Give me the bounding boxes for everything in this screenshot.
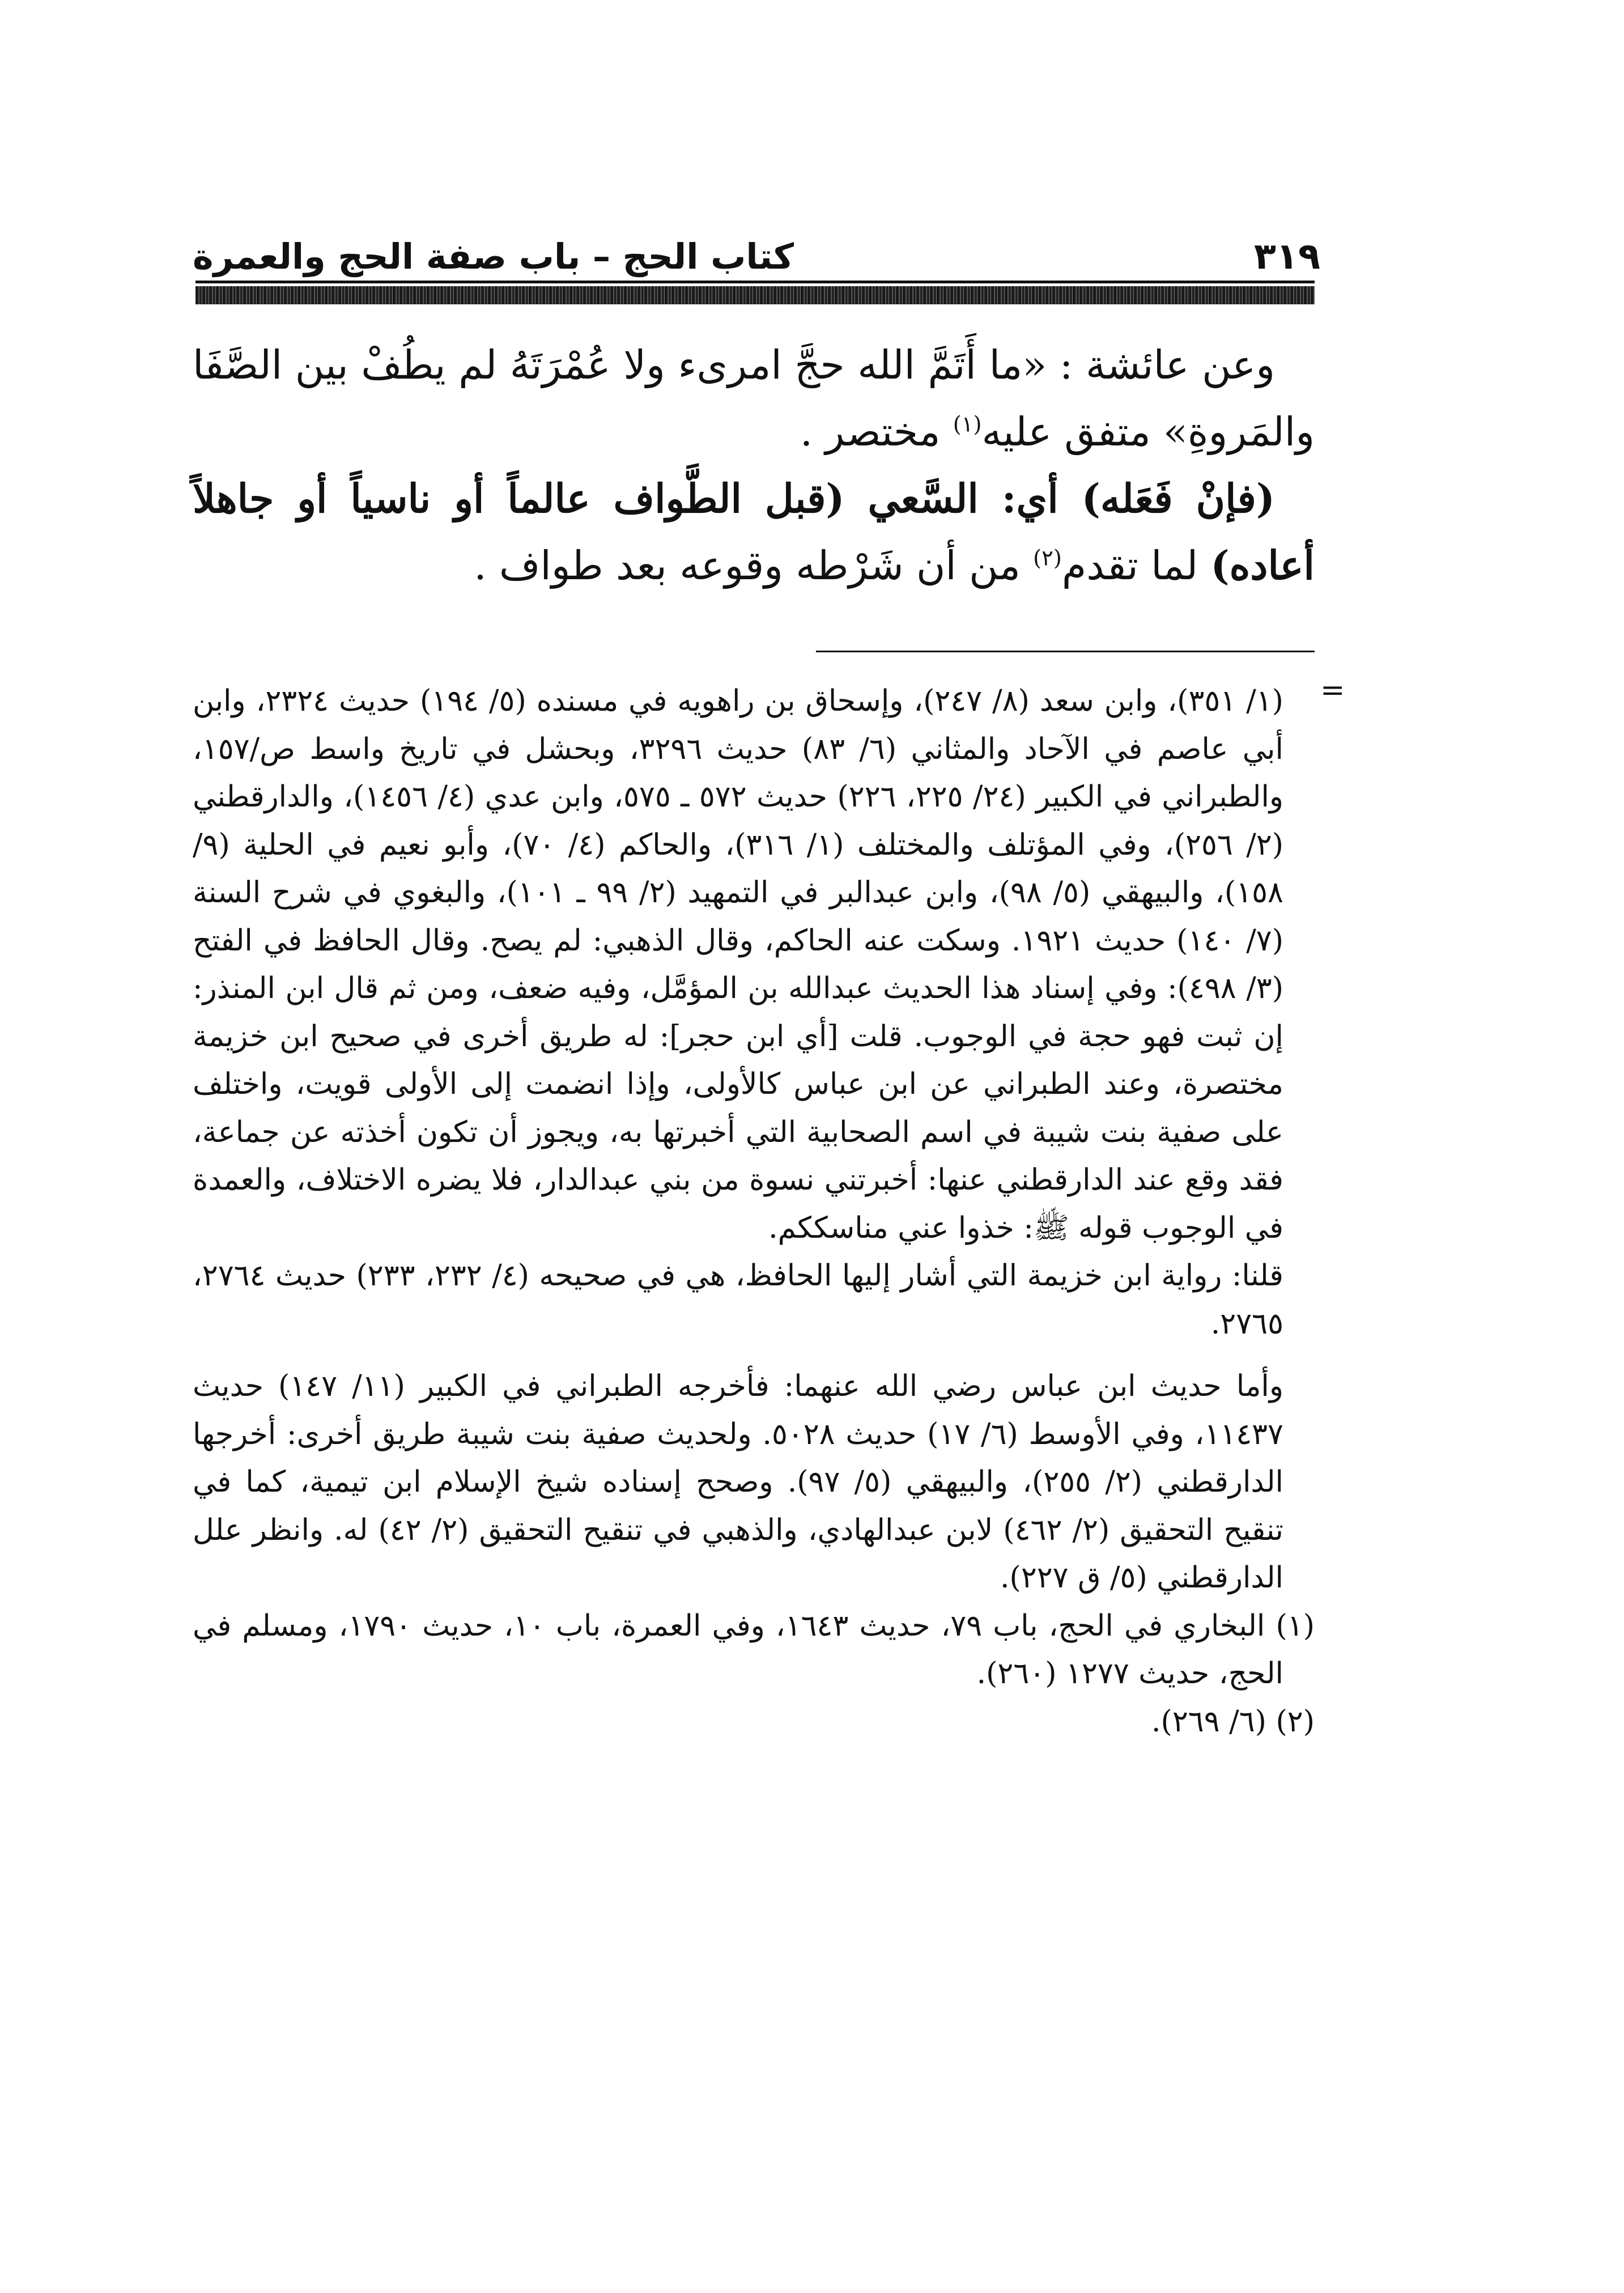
footnote-continuation-mark: = (1320, 673, 1345, 707)
sharh-text-tail: من أن شَرْطه وقوعه بعد طواف . (474, 542, 1034, 589)
header-rule-ornament (195, 286, 1315, 304)
page-header (193, 224, 1320, 281)
footnote-2: (٢) (٦/ ٢٦٩). (1151, 1704, 1315, 1739)
main-paragraph-aisha (193, 332, 1315, 465)
header-rule-line (195, 281, 1315, 283)
aisha-hadith-tail: مختصر . (800, 409, 953, 455)
sharh-text: لما تقدم (1061, 542, 1211, 589)
page-number: ٣١٩ (1253, 236, 1320, 278)
footnote-qulna-text: قلنا: رواية ابن خزيمة التي أشار إليها الحافظ، هي في صحيحه (٤/ ٢٣٢، ٢٣٣) حديث ٢٧٦٤، ٢٧٦٥. (193, 1259, 1284, 1341)
footnote-ref-1: (١) (953, 411, 982, 438)
footnote-continued-text: (١/ ٣٥١)، وابن سعد (٨/ ٢٤٧)، وإسحاق بن راهويه في مسنده (٥/ ١٩٤) حديث ٢٣٢٤، وابن أبي عاصم في الآحاد والمثاني (٦/ ٨٣) حديث ٣٢٩٦، وبحشل في تاريخ واسط ص/١٥٧، والطبراني في الكبير (٢٤/ ٢٢٥، ٢٢٦) حديث ٥٧٢ ـ ٥٧٥، وابن عدي (٤/ ١٤٥٦)، والدارقطني (٢/ ٢٥٦)، وفي المؤتلف والمختلف (١/ ٣١٦)، والحاكم (٤/ ٧٠)، وأبو نعيم في الحلية (٩/ ١٥٨)، والبيهقي (٥/ ٩٨)، وابن عبدالبر في التمهيد (٢/ ٩٩ ـ ١٠١)، والبغوي في شرح السنة (٧/ ١٤٠) حديث ١٩٢١. وسكت عنه الحاكم، وقال الذهبي: لم يصح. وقال الحافظ في الفتح (٣/ ٤٩٨): وفي إسناد هذا الحديث عبدالله بن المؤمَّل، وفيه ضعف، ومن ثم قال ابن المنذر: إن ثبت فهو حجة في الوجوب. قلت [أي ابن حجر]: له طريق أخرى في صحيح ابن خزيمة مختصرة، وعند الطبراني عن ابن عباس كالأولى، وإذا انضمت إلى الأولى قويت، واختلف على صفية بنت شيبة في اسم الصحابية التي أخبرتها به، ويجوز أن تكون أخذته عن جماعة، فقد وقع عند الدارقطني عنها: أخبرتني نسوة من بني عبدالدار، فلا يضره الاختلاف، والعمدة في الوجوب قوله ﷺ: خذوا عني مناسككم. (193, 684, 1284, 1245)
footnote-ibn-abbas-text: وأما حديث ابن عباس رضي الله عنهما: فأخرجه الطبراني في الكبير (١١/ ١٤٧) حديث ١١٤٣٧، وفي الأوسط (٦/ ١٧) حديث ٥٠٢٨. ولحديث صفية بنت شيبة طريق أخرى: أخرجها الدارقطني (٢/ ٢٥٥)، والبيهقي (٥/ ٩٧). وصحح إسناده شيخ الإسلام ابن تيمية، كما في تنقيح التحقيق (٢/ ٤٦٢) لابن عبدالهادي، والذهبي في تنقيح التحقيق (٢/ ٤٢) له. وانظر علل الدارقطني (٥/ ق ٢٢٧). (193, 1369, 1283, 1595)
footnote-1: (١) البخاري في الحج، باب ٧٩، حديث ١٦٤٣، وفي العمرة، باب ١٠، حديث ١٧٩٠، ومسلم في الحج، حديث ١٢٧٧ (٢٦٠). (193, 1608, 1315, 1691)
running-title: كتاب الحج – باب صفة الحج والعمرة (193, 236, 794, 277)
main-text (193, 332, 1315, 599)
main-paragraph-sai (193, 465, 1315, 599)
matn-text-bold: (فإنْ فَعَله) أي: السَّعي (قبل الطَّواف عالماً أو ناسياً أو جاهلاً أعاده) (193, 475, 1315, 589)
footnote-separator (816, 651, 1315, 652)
aisha-hadith-text: وعن عائشة : «ما أَتَمَّ الله حجَّ امرىء ولا عُمْرَتَهُ لم يطُفْ بين الصَّفَا والمَروةِ» متفق عليه (193, 342, 1315, 455)
footnote-ref-2: (٢) (1033, 545, 1062, 571)
footnotes (193, 677, 1315, 1746)
